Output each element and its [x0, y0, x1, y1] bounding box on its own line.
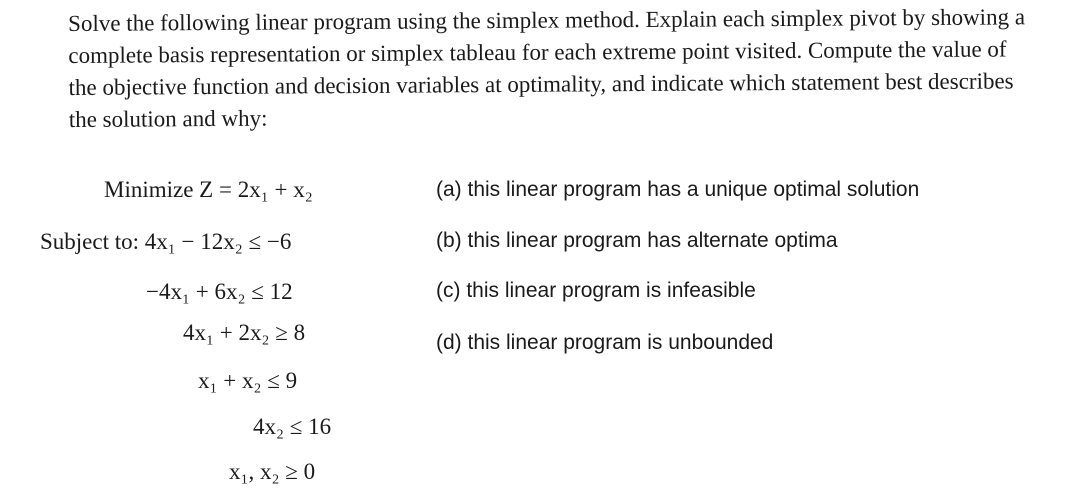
constraint-1: Subject to: 4x₁ − 12x₂ ≤ −6 — [40, 229, 292, 254]
option-b: (b) this linear program has alternate optima — [436, 229, 838, 252]
option-a: (a) this linear program has a unique optimal solution — [436, 178, 920, 201]
nonnegativity-constraint: x₁, x₂ ≥ 0 — [229, 459, 316, 484]
constraint-2: −4x₁ + 6x₂ ≤ 12 — [146, 279, 293, 304]
objective-function: Minimize Z = 2x₁ + x₂ — [104, 177, 313, 202]
constraint-5: 4x₂ ≤ 16 — [253, 414, 332, 439]
constraint-4: x₁ + x₂ ≤ 9 — [198, 368, 298, 393]
option-d: (d) this linear program is unbounded — [436, 331, 774, 354]
option-c: (c) this linear program is infeasible — [436, 279, 756, 302]
problem-prompt: Solve the following linear program using the simplex method. Explain each simplex pivot by showing a complete basis representation or simplex tableau for each extreme point visited. Compute the value of the objective function and decision variables at optimality, and indicate which statement best describes the solution and why: — [68, 4, 1026, 132]
constraint-3: 4x₁ + 2x₂ ≥ 8 — [183, 320, 306, 345]
